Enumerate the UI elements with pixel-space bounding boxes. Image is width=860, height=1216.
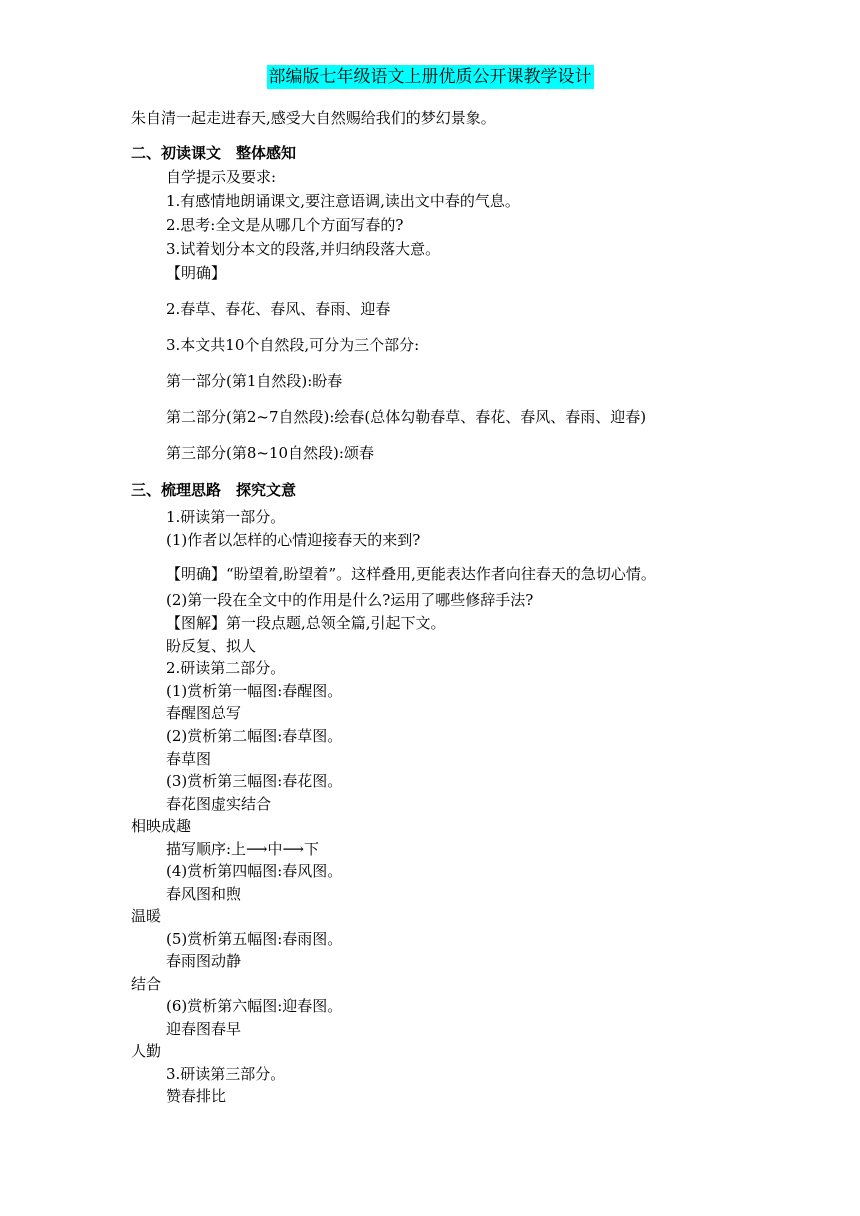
text-line: 【明确】 (166, 264, 227, 282)
text-line: 赞春排比 (166, 1087, 227, 1105)
text-line: 春雨图动静 (166, 952, 242, 970)
text-line: (3)赏析第三幅图:春花图。 (166, 772, 343, 790)
text-line: 第一部分(第1自然段):盼春 (166, 372, 343, 390)
text-line: 春风图和煦 (166, 885, 242, 903)
text-line: 2.春草、春花、春风、春雨、迎春 (166, 300, 391, 318)
text-line: (1)赏析第一幅图:春醒图。 (166, 682, 343, 700)
text-line: 【明确】“盼望着,盼望着”。这样叠用,更能表达作者向往春天的急切心情。 (166, 565, 656, 583)
text-line: 温暖 (131, 907, 162, 925)
text-line: 3.研读第三部分。 (166, 1065, 286, 1083)
header-title: 部编版七年级语文上册优质公开课教学设计 (268, 67, 592, 87)
text-line: 盼反复、拟人 (166, 637, 257, 655)
text-line: 1.研读第一部分。 (166, 508, 286, 526)
text-line: 1.有感情地朗诵课文,要注意语调,读出文中春的气息。 (166, 192, 520, 210)
text-line: 迎春图春早 (166, 1020, 242, 1038)
text-line: 相映成趣 (131, 817, 192, 835)
section-heading: 二、初读课文 整体感知 (131, 144, 297, 162)
text-line: (2)赏析第二幅图:春草图。 (166, 727, 343, 745)
text-line: 自学提示及要求: (166, 168, 277, 186)
text-line: 春草图 (166, 750, 212, 768)
text-line: 第二部分(第2~7自然段):绘春(总体勾勒春草、春花、春风、春雨、迎春) (166, 408, 647, 426)
text-line: 【图解】第一段点题,总领全篇,引起下文。 (166, 614, 446, 632)
text-line: (6)赏析第六幅图:迎春图。 (166, 997, 343, 1015)
section-heading: 三、梳理思路 探究文意 (131, 481, 297, 499)
document-header (0, 62, 860, 87)
text-line: 第三部分(第8~10自然段):颂春 (166, 444, 374, 462)
text-line: 结合 (131, 975, 162, 993)
text-line: 2.研读第二部分。 (166, 659, 286, 677)
text-line: 2.思考:全文是从哪几个方面写春的? (166, 216, 404, 234)
text-line: (4)赏析第四幅图:春风图。 (166, 862, 343, 880)
text-line: 人勤 (131, 1042, 162, 1060)
text-line: (1)作者以怎样的心情迎接春天的来到? (166, 531, 421, 549)
text-line: (2)第一段在全文中的作用是什么?运用了哪些修辞手法? (166, 591, 534, 609)
text-line: 春花图虚实结合 (166, 795, 272, 813)
text-line: 3.试着划分本文的段落,并归纳段落大意。 (166, 240, 441, 258)
text-line: 朱自清一起走进春天,感受大自然赐给我们的梦幻景象。 (131, 109, 496, 127)
text-line: (5)赏析第五幅图:春雨图。 (166, 930, 343, 948)
text-line: 3.本文共10个自然段,可分为三个部分: (166, 336, 420, 354)
text-line: 描写顺序:上⟶中⟶下 (166, 840, 320, 858)
text-line: 春醒图总写 (166, 704, 242, 722)
